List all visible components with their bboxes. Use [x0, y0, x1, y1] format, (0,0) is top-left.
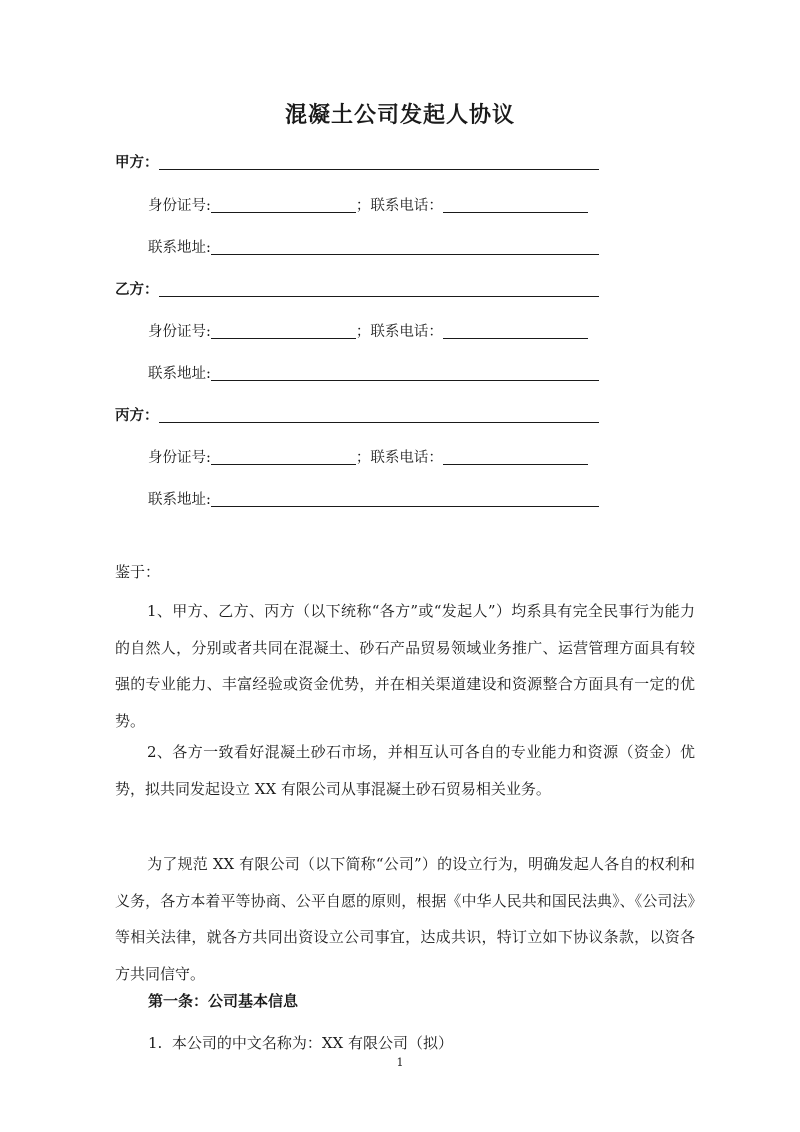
party-b-id-label: 身份证号: — [148, 324, 211, 340]
article-1-item-1: 1. 本公司的中文名称为：XX 有限公司（拟） — [148, 1034, 453, 1052]
whereas-label: 鉴于： — [115, 563, 161, 581]
party-a-id-label: 身份证号: — [148, 198, 211, 214]
page-number: 1 — [396, 1056, 404, 1069]
party-a-name-blank — [159, 153, 599, 170]
party-b-address-blank — [211, 364, 599, 381]
party-c-address-row — [148, 490, 599, 510]
party-a-separator: ； — [355, 198, 371, 214]
whereas-item-2-text: 2、各方一致看好混凝土砂石市场，并相互认可各自的专业能力和资源（资金）优势，拟共同发起设立 XX 有限公司从事混凝土砂石贸易相关业务。 — [115, 743, 695, 798]
party-c-row — [115, 406, 599, 426]
party-b-name-blank — [159, 280, 599, 297]
party-c-label: 丙方： — [115, 408, 159, 424]
preamble-paragraph — [115, 846, 695, 992]
party-c-phone-label: 联系电话： — [370, 450, 443, 466]
party-a-id-row — [148, 196, 588, 216]
party-a-address-row — [148, 238, 599, 258]
party-a-phone-label: 联系电话： — [370, 198, 443, 214]
party-b-address-row — [148, 364, 599, 384]
party-b-separator: ； — [355, 324, 371, 340]
party-b-address-label: 联系地址: — [148, 366, 211, 382]
whereas-item-1-text: 1、甲方、乙方、丙方（以下统称“各方”或“发起人”）均系具有完全民事行为能力的自然人，分别或者共同在混凝土、砂石产品贸易领域业务推广、运营管理方面具有较强的专业能力、丰富经验或资金优势，并在相关渠道建设和资源整合方面具有一定的优势。 — [115, 602, 695, 730]
party-a-phone-blank — [443, 196, 588, 213]
party-c-id-row — [148, 448, 588, 468]
party-c-address-blank — [211, 490, 599, 507]
party-a-id-blank — [211, 196, 356, 213]
party-a-address-label: 联系地址: — [148, 240, 211, 256]
party-b-id-blank — [211, 322, 356, 339]
party-b-id-row — [148, 322, 588, 342]
party-c-separator: ； — [355, 450, 371, 466]
document-title: 混凝土公司发起人协议 — [284, 103, 515, 128]
party-b-phone-label: 联系电话： — [370, 324, 443, 340]
party-c-address-label: 联系地址: — [148, 492, 211, 508]
preamble-text: 为了规范 XX 有限公司（以下简称“公司”）的设立行为，明确发起人各自的权利和义务，各方本着平等协商、公平自愿的原则，根据《中华人民共和国民法典》、《公司法》等相关法律，就各方共同出资设立公司事宜，达成共识，特订立如下协议条款，以资各方共同信守。 — [115, 855, 695, 983]
whereas-item-1 — [115, 593, 695, 739]
party-a-address-blank — [211, 238, 599, 255]
party-b-label: 乙方： — [115, 282, 159, 298]
article-1-heading: 第一条：公司基本信息 — [148, 992, 299, 1010]
party-c-id-blank — [211, 448, 356, 465]
party-a-label: 甲方： — [115, 155, 159, 171]
party-b-phone-blank — [443, 322, 588, 339]
whereas-item-2 — [115, 734, 695, 807]
party-c-name-blank — [159, 406, 599, 423]
party-a-row — [115, 153, 599, 173]
party-c-id-label: 身份证号: — [148, 450, 211, 466]
party-b-row — [115, 280, 599, 300]
party-c-phone-blank — [443, 448, 588, 465]
